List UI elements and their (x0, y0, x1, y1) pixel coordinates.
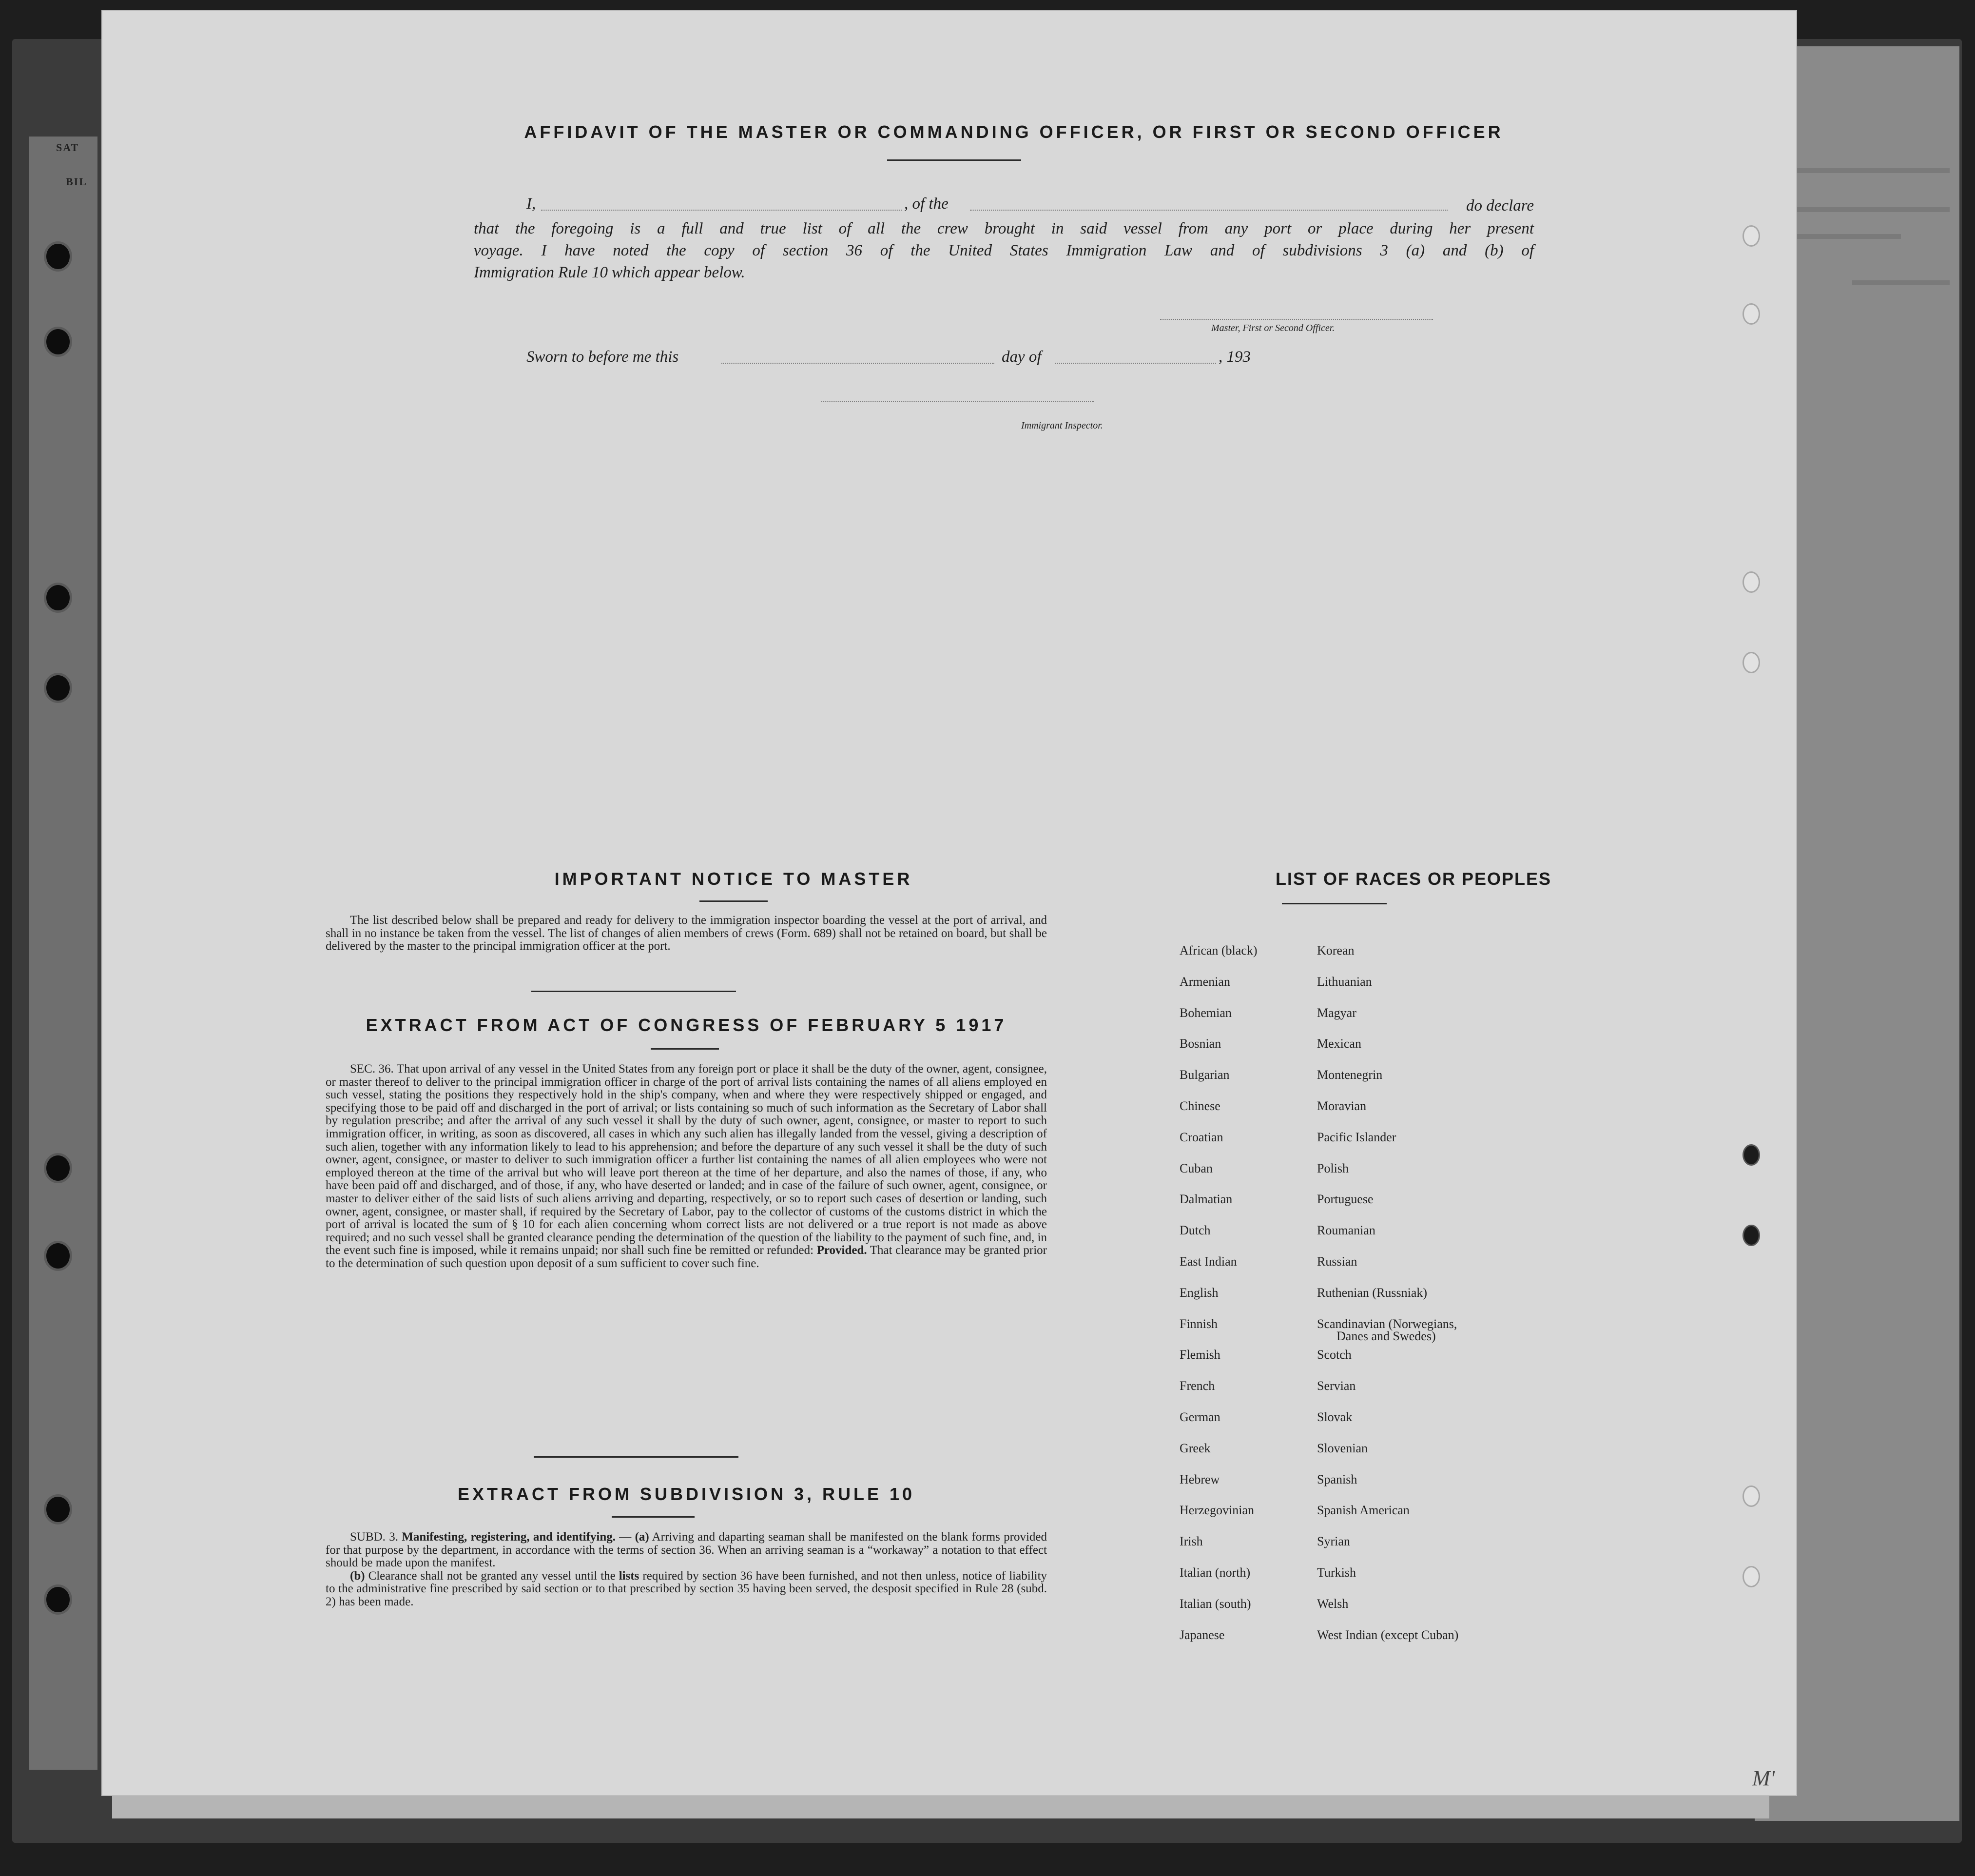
race-item: Armenian (1180, 974, 1230, 989)
ring-hole (1743, 1225, 1760, 1246)
ring-hole (1743, 303, 1760, 325)
inspector-caption: Immigrant Inspector. (1021, 420, 1103, 431)
race-item: Moravian (1317, 1099, 1367, 1113)
title-underline (699, 900, 768, 902)
provided-label: Provided. (816, 1244, 867, 1257)
race-item: Turkish (1317, 1565, 1356, 1580)
signature-blank (1160, 319, 1433, 320)
subd-label: (a) (635, 1530, 649, 1544)
race-item: Irish (1180, 1534, 1203, 1549)
date-blank (721, 363, 994, 364)
lists-bold: lists (619, 1569, 639, 1583)
notice-paragraph (326, 914, 1047, 953)
margin-fragment: BIL (66, 176, 87, 188)
punch-hole (46, 1243, 70, 1269)
month-blank (1055, 363, 1216, 364)
race-item: Welsh (1317, 1596, 1349, 1611)
act-text: SEC. 36. That upon arrival of any vessel in the United States from any foreign port or place it shall be the duty of the owner, agent, consignee, or master thereof to deliver to the principal immigration officer in charge of the port of arrival lists containing the names of all aliens employed en such vessel, stating the positions they respectively hold in the ship's company, when and where they were respectively shipped or engaged, and specifying those to be paid off and discharged in the port of arrival; or lists containing so much of such information as the Secretary of Labor shall by regulation prescribe; and after the arrival of any such vessel it shall by the duty of such owner, agent, consignee, or master to report to such immigration officer, in writing, as soon as discovered, all cases in which any such alien has illegally landed from the vessel, giving a description of such alien, together with any information likely to lead to his apprehension; and before the departure of any such vessel it shall be the duty of such owner, agent, consignee, or master to deliver to such immigration officer a further list containing the names of all alien employees who were not employed thereon at the time of the arrival but who will leave port thereon at the time of her departure, and also the names of those, if any, who have been paid off and discharged, and of those, if any, who have deserted or landed; and in case of the failure of such owner, agent, consignee, or master to deliver either of the said lists of such aliens arriving and departing, respectively, or so to report such cases of desertion or landing, such owner, agent, consignee, or master shall, if required by the Secretary of Labor, pay to the collector of customs of the customs district in which the port of arrival is located the sum of § 10 for each alien concerning whom correct lists are not delivered or a true report is not made as above required; and no such vessel shall be granted clearance pending the determination of the question of the liability to the payment of such fine, and, in the event such fine is imposed, while it remains unpaid; nor shall such fine be remitted or refunded: (326, 1062, 1047, 1257)
race-item: Chinese (1180, 1099, 1220, 1113)
act-paragraph (326, 1063, 1047, 1270)
section-divider (534, 1456, 738, 1458)
inspector-blank (821, 401, 1094, 402)
race-item: Cuban (1180, 1161, 1213, 1175)
subdivision-title: EXTRACT FROM SUBDIVISION 3, RULE 10 (457, 1484, 915, 1504)
subd-label: (b) (350, 1569, 365, 1583)
punch-hole (46, 1155, 70, 1181)
affidavit-text: Immigration Rule 10 which appear below. (474, 264, 745, 281)
affidavit-text: that the foregoing is a full and true list of all the crew brought in said vessel from any port or place during her present (474, 220, 1534, 237)
title-underline (1282, 903, 1387, 904)
subd-text: Clearance shall not be granted any vessel until the (368, 1569, 616, 1583)
punch-hole (46, 244, 70, 269)
sworn-text: Sworn to before me this (526, 348, 679, 366)
punch-hole (46, 1587, 70, 1612)
affidavit-title: AFFIDAVIT OF THE MASTER OR COMMANDING OFFICER, OR FIRST OR SECOND OFFICER (524, 122, 1504, 142)
race-item: Syrian (1317, 1534, 1350, 1549)
race-item: Montenegrin (1317, 1068, 1383, 1082)
ring-hole (1743, 652, 1760, 673)
race-item: Flemish (1180, 1348, 1220, 1362)
races-title: LIST OF RACES OR PEOPLES (1275, 869, 1552, 889)
race-item: Spanish (1317, 1472, 1357, 1486)
race-item: Dalmatian (1180, 1192, 1233, 1207)
subd-lead: SUBD. 3. (350, 1530, 398, 1544)
subd-text: Arriving and daparting seaman shall be manifested on the blank forms provided for that purpose by the department, in accordance with the terms of section 36. When an arriving seaman is a “workaway” a notation to that effect should be made upon the manifest. (326, 1530, 1047, 1570)
title-underline (887, 159, 1021, 161)
affidavit-text: voyage. I have noted the copy of section 36 of the United States Immigration Law and of subdivisions 3 (a) and (b) of (474, 242, 1534, 259)
signature-caption: Master, First or Second Officer. (1211, 323, 1335, 333)
race-item: Dutch (1180, 1223, 1211, 1238)
punch-hole (46, 1497, 70, 1522)
name-blank (541, 210, 902, 211)
race-item: Finnish (1180, 1316, 1218, 1331)
ring-hole (1743, 1566, 1760, 1587)
affidavit-text: I, (526, 195, 536, 213)
race-item: West Indian (except Cuban) (1317, 1627, 1459, 1642)
document-page (102, 11, 1796, 1795)
race-item: Servian (1317, 1379, 1356, 1393)
race-item: Spanish American (1317, 1503, 1410, 1518)
punch-hole (46, 675, 70, 701)
title-underline (612, 1516, 695, 1518)
race-item: Hebrew (1180, 1472, 1220, 1486)
affidavit-text: , of the (904, 195, 949, 213)
subd-dash: — (619, 1530, 632, 1544)
race-item: Roumanian (1317, 1223, 1375, 1238)
race-item: Japanese (1180, 1627, 1225, 1642)
title-underline (651, 1048, 719, 1050)
race-item: Polish (1317, 1161, 1349, 1175)
sworn-text: day of (1002, 348, 1042, 366)
year-text: , 193 (1219, 348, 1251, 366)
race-item: Slovak (1317, 1410, 1353, 1424)
race-item: Bohemian (1180, 1005, 1232, 1020)
ring-hole (1743, 571, 1760, 593)
ring-hole (1743, 225, 1760, 247)
punch-hole (46, 585, 70, 610)
ring-hole (1743, 1485, 1760, 1507)
race-item: Korean (1317, 943, 1355, 958)
race-item: Croatian (1180, 1130, 1223, 1144)
notice-title: IMPORTANT NOTICE TO MASTER (554, 869, 913, 889)
subd-heading: Manifesting, registering, and identifying. (402, 1530, 616, 1544)
margin-fragment: SAT (56, 141, 79, 154)
section-divider (531, 991, 736, 992)
race-item: East Indian (1180, 1254, 1237, 1269)
act-text: That clearance may be granted prior to the determination of such question upon deposit of a sum sufficient to cover such fine. (326, 1244, 1047, 1270)
race-item: Greek (1180, 1441, 1211, 1455)
race-item: Italian (south) (1180, 1596, 1251, 1611)
punch-hole (46, 329, 70, 354)
race-item: Pacific Islander (1317, 1130, 1396, 1144)
race-item: Mexican (1317, 1036, 1361, 1051)
race-item: Scotch (1317, 1348, 1352, 1362)
race-item: German (1180, 1410, 1220, 1424)
left-margin-strip (29, 137, 97, 1770)
subd-text: required by section 36 have been furnished, and not then unless, notice of liability to the administrative fine prescribed by said section or to that prescribed by section 35 having been served, the desposit specified in Rule 28 (subd. 2) has been made. (326, 1569, 1047, 1608)
race-item: Italian (north) (1180, 1565, 1251, 1580)
race-item: Portuguese (1317, 1192, 1374, 1207)
race-item: Magyar (1317, 1005, 1356, 1020)
affidavit-text: do declare (1466, 197, 1534, 215)
race-item: French (1180, 1379, 1215, 1393)
race-item: African (black) (1180, 943, 1258, 958)
race-item: Bosnian (1180, 1036, 1221, 1051)
notice-text: The list described below shall be prepared and ready for delivery to the immigration inspector boarding the vessel at the port of arrival, and shall in no instance be taken from the vessel. The list of changes of alien members of crews (Form. 689) shall not be retained on board, but shall be delivered by the master to the principal immigration officer at the port. (326, 914, 1047, 953)
race-item: Ruthenian (Russniak) (1317, 1285, 1428, 1300)
subdivision-paragraph (326, 1531, 1047, 1609)
race-item: Lithuanian (1317, 974, 1372, 989)
race-item: Bulgarian (1180, 1068, 1230, 1082)
race-item: English (1180, 1285, 1219, 1300)
race-item: Russian (1317, 1254, 1357, 1269)
act-title: EXTRACT FROM ACT OF CONGRESS OF FEBRUARY 5 1917 (366, 1015, 1007, 1035)
race-item: Slovenian (1317, 1441, 1368, 1455)
handwritten-mark: M' (1752, 1766, 1775, 1790)
race-item-continuation: Danes and Swedes) (1336, 1329, 1436, 1343)
ring-hole (1743, 1144, 1760, 1166)
race-item: Herzegovinian (1180, 1503, 1255, 1518)
race-item: Scandinavian (Norwegians, (1317, 1316, 1457, 1331)
